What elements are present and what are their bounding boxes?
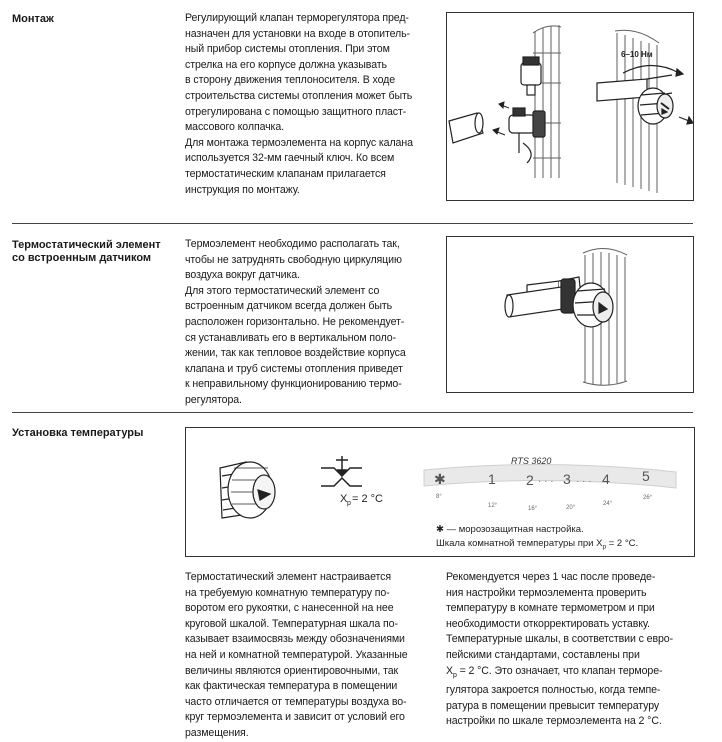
scale-mark-frost: ✱ <box>434 471 446 487</box>
section-heading-temperature: Установка температуры <box>12 427 144 439</box>
scale-temp-20: 20° <box>566 505 576 511</box>
temperature-scale-panel <box>185 427 695 557</box>
svg-text:p: p <box>347 500 351 507</box>
svg-text:Шкала комнатной температуры пр: Шкала комнатной температуры при $X_p = 2$ °C. <box>436 538 639 551</box>
scale-title: RTS 3620 <box>511 456 552 466</box>
section-heading-sensor: Термостатический элемент со встроенным датчиком <box>12 239 161 264</box>
scale-mark-5: 5 <box>642 468 650 484</box>
horizontal-sensor-drawing <box>447 237 693 392</box>
valve-mounting-drawing <box>447 13 693 200</box>
svg-text:· · ·: · · · <box>538 476 554 487</box>
temperature-text-col1: Термостатический элемент настраивается на требуемую комнатную температуру по- воротом его рукоятки, с нанесенной на нее круговой шкалой. Температурная шкала по- казывает взаимосвязь между обозначениями на ней и комнатной температурой. Указанные величины являются ориентировочными, так как фактическая температура в помещении часто отличается от температуры воздуха во- круг термоэлемента и зависит от условий его размещения. <box>185 571 408 739</box>
temperature-text-col2: Рекомендуется через 1 час после проведе- ния настройки термоэлемента проверить температуру в комнате термометром и при необходимости откорректировать уставку. Температурные шкалы, в соответствии с евро- пейскими стандартами, составлены при $X_p = 2$ °C. Это означает, что клапан терморе- гулятора закроется полностью, когда темпе- ратура в помещении превысит температуру настройки по шкале термоэлемента на 2 °C. <box>446 571 674 728</box>
torque-label: 6–10 Нм <box>621 50 653 59</box>
svg-text:· · ·: · · · <box>576 476 592 487</box>
mounting-illustration <box>446 12 694 201</box>
xp-value-label: = 2 °C <box>352 493 383 505</box>
valve-symbol-icon <box>321 456 362 486</box>
temperature-scale-drawing <box>186 428 694 556</box>
scale-temp-26: 26° <box>643 495 653 501</box>
sensor-illustration <box>446 236 694 393</box>
scale-mark-4: 4 <box>602 471 610 487</box>
svg-text:X: X <box>340 493 348 505</box>
scale-mark-2: 2 <box>526 472 534 488</box>
xp-line: $X_p = 2$ °C. Это означает, что клапан терморе- <box>446 664 663 679</box>
scale-mark-1: 1 <box>488 471 496 487</box>
scale-legend-line2: Шкала комнатной температуры при X <box>436 538 603 549</box>
thermostat-head-icon <box>220 462 275 518</box>
scale-temp-24: 24° <box>603 501 613 507</box>
section-heading-mounting: Монтаж <box>12 13 54 25</box>
scale-mark-3: 3 <box>563 471 571 487</box>
sensor-text: Термоэлемент необходимо располагать так, чтобы не затруднять свободную циркуляцию воздуха вокруг датчика. Для этого термостатический элемент со встроенным датчиком всегда должен быть расположен горизонтально. Не рекомендует- ся устанавливать его в вертикальном поло- жении, так как тепловое воздействие корпуса клапана и труб системы отопления приведет к неправильному функционированию термо- регулятора. <box>185 238 406 406</box>
scale-temp-8: 8° <box>436 494 442 500</box>
scale-temp-16: 16° <box>528 506 538 512</box>
scale-legend-frost: ✱ — морозозащитная настройка. <box>436 524 584 535</box>
scale-temp-12: 12° <box>488 503 498 509</box>
mounting-text: Регулирующий клапан терморегулятора пред- назначен для установки на входе в отопитель- ный прибор системы отопления. При этом стрелка на его корпусе должна указывать в сторону движения теплоносителя. В ходе строительства системы отопления может быть отрегулирована с помощью защитного пласт- массового колпачка. Для монтажа термоэлемента на корпус калана используется 32-мм гаечный ключ. Ко всем термостатическим клапанам прилагается инструкция по монтажу. <box>185 12 413 196</box>
section-divider-1 <box>12 223 693 224</box>
section-divider-2 <box>12 412 693 413</box>
